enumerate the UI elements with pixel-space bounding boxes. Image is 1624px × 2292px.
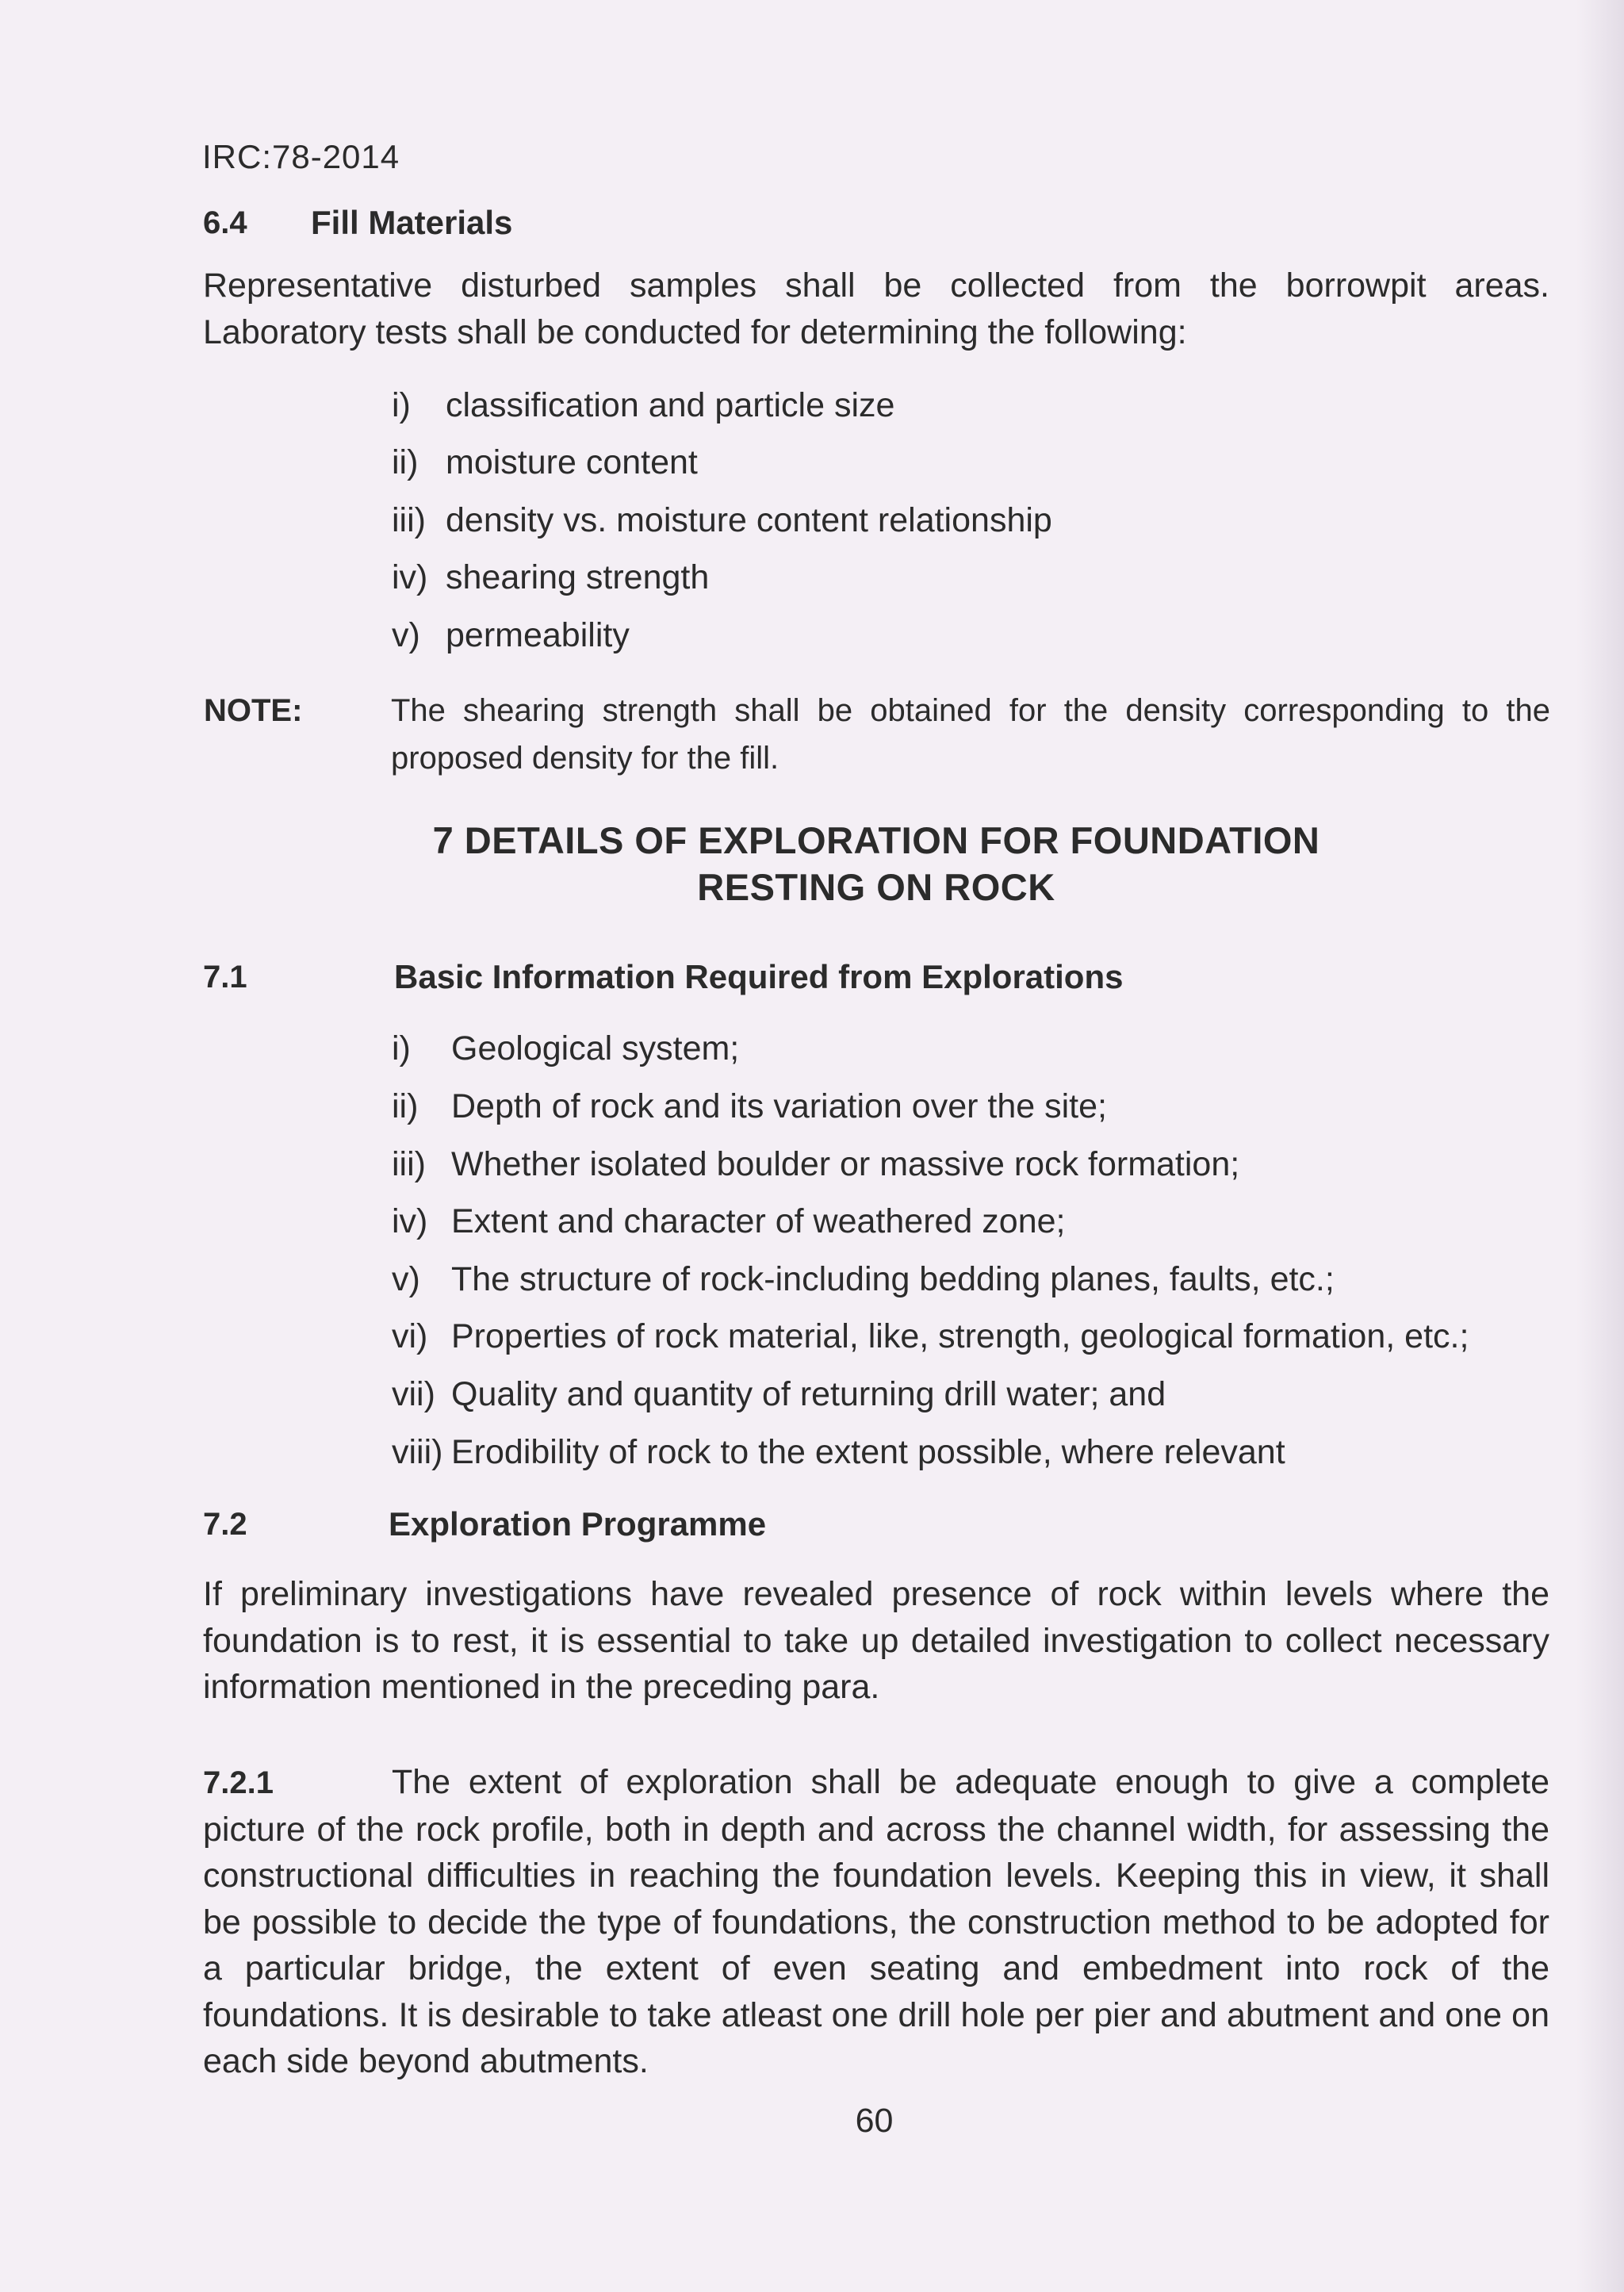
list-item: i) classification and particle size — [392, 386, 895, 424]
section-7-2-title: Exploration Programme — [389, 1505, 767, 1543]
chapter-7-title-line-2: RESTING ON ROCK — [697, 866, 1055, 908]
note-label: NOTE: — [204, 693, 303, 728]
section-7-2-1-number: 7.2.1 — [203, 1765, 274, 1800]
section-7-2-number: 7.2 — [203, 1507, 247, 1542]
section-7-2-body: If preliminary investigations have revealed presence of rock within levels where the foundation is to rest, it is essential to take up detailed investigation to collect necessary information mentioned in the preceding para. — [203, 1575, 1549, 1706]
note-text: The shearing strength shall be obtained for the density corresponding to the proposed density for the fill. — [391, 693, 1550, 776]
list-item: viii) Erodibility of rock to the extent possible, where relevant — [392, 1433, 1285, 1471]
document-code: IRC:78-2014 — [202, 138, 400, 175]
chapter-7-heading — [317, 817, 1435, 910]
list-item: v) permeability — [392, 616, 630, 654]
list-item: iv) shearing strength — [392, 558, 710, 596]
section-7-2-1-paragraph — [203, 1759, 1549, 2085]
section-6-4-number: 6.4 — [203, 205, 247, 240]
list-item: v) The structure of rock-including bedding planes, faults, etc.; — [392, 1260, 1335, 1298]
list-item: vii) Quality and quantity of returning drill water; and — [392, 1375, 1166, 1413]
list-item: ii) moisture content — [392, 443, 698, 481]
list-item: iv) Extent and character of weathered zone; — [392, 1202, 1066, 1240]
list-item: vi) Properties of rock material, like, strength, geological formation, etc.; — [392, 1317, 1469, 1355]
list-item: iii) Whether isolated boulder or massive rock formation; — [392, 1145, 1240, 1183]
section-6-4-title: Fill Materials — [311, 204, 513, 241]
page-number: 60 — [855, 2102, 894, 2140]
section-6-4-intro: Representative disturbed samples shall be collected from the borrowpit areas. Laboratory tests shall be conducted for determining the following: — [203, 266, 1549, 351]
chapter-7-title-line-1: 7 DETAILS OF EXPLORATION FOR FOUNDATION — [432, 819, 1320, 861]
section-7-1-number: 7.1 — [203, 960, 247, 995]
list-item: i) Geological system; — [392, 1029, 740, 1067]
section-7-1-title: Basic Information Required from Explorations — [394, 958, 1124, 995]
list-item: iii) density vs. moisture content relationship — [392, 501, 1052, 539]
page-edge-shadow — [1576, 0, 1624, 2292]
list-item: ii) Depth of rock and its variation over the site; — [392, 1087, 1107, 1125]
section-7-2-1-body: The extent of exploration shall be adequate enough to give a complete picture of the rock profile, both in depth and across the channel width, for assessing the constructional difficulties in reaching the foundation levels. Keeping this in view, it shall be possible to decide the type of foundations, the construction method to be adopted for a particular bridge, the extent of even seating and embedment into rock of the foundations. It is desirable to take atleast one drill hole per pier and abutment and one on each side beyond abutments. — [203, 1763, 1549, 2080]
